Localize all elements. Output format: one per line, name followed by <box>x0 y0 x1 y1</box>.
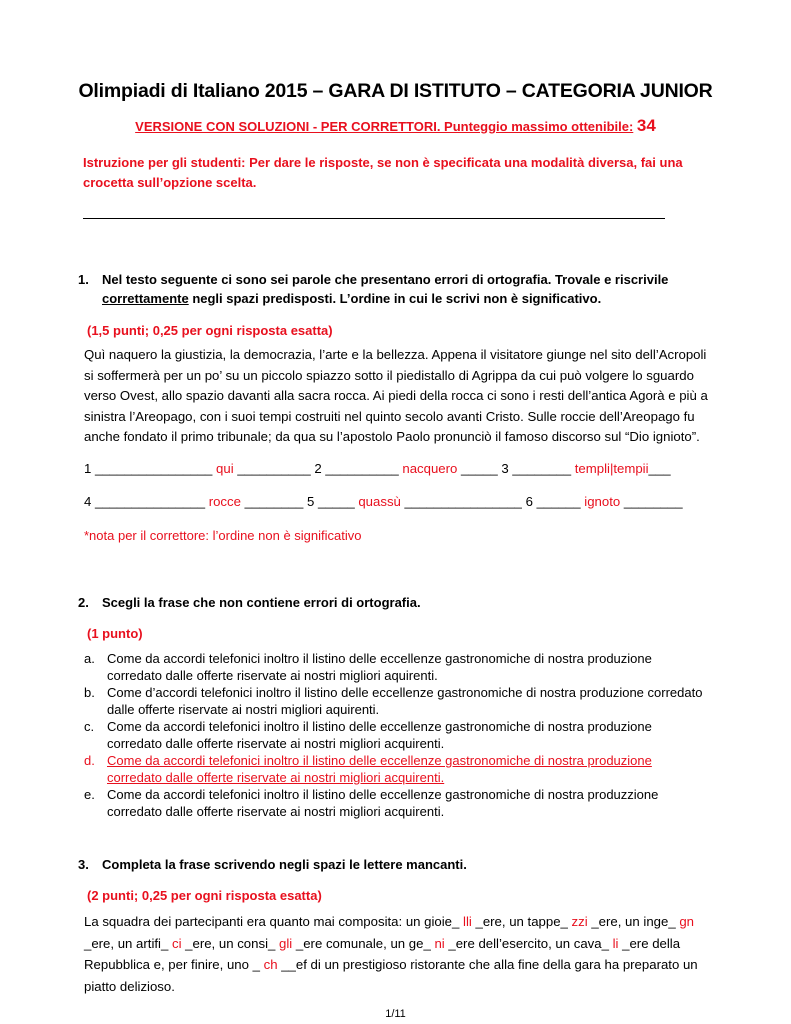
question-2-points: (1 punto) <box>87 626 143 641</box>
question-1-passage: Quì naquero la giustizia, la democrazia, l’arte e la bellezza. Appena il visitatore giunge nel sito dell’Acropoli si soffermerà per un po’ su un piccolo spiazzo sotto il piedistallo di Agrippa da cui può volgere lo sguardo verso Ovest, allo spazio davanti alla sacra rocca. Ai piedi della rocca ci sono i resti dell’antica Agorà e più a sinistra l’Areopago, con i suoi tempi costruiti nel quinto secolo avanti Cristo. Sulle roccie dell’Areopago fu anche fondato il primo tribunale; da qua su l’apostolo Paolo pronunciò il famoso discorso sul “Dio ignioto”. <box>84 347 708 444</box>
option-c: c. Come da accordi telefonici inoltro il listino delle eccellenze gastronomiche di nostra produzione corredato dalle offerte riservate ai nostri migliori acquirenti. <box>84 719 652 751</box>
option-b: b. Come d’accordi telefonici inoltro il listino delle eccellenze gastronomiche di nostra produzione corredato dalle offerte riservate ai nostri migliori aquirenti. <box>84 685 703 717</box>
divider <box>83 218 665 219</box>
corrector-note: *nota per il correttore: l’ordine non è significativo <box>84 528 362 543</box>
question-text: Scegli la frase che non contiene errori di ortografia. <box>102 595 421 610</box>
question-3 <box>78 855 718 875</box>
option-d-correct: d. Come da accordi telefonici inoltro il listino delle eccellenze gastronomiche di nostra produzione corredato dalle offerte riservate ai nostri migliori acquirenti. <box>84 753 652 785</box>
answer-5: quassù <box>358 494 401 509</box>
max-score: 34 <box>636 116 656 135</box>
question-text: Completa la frase scrivendo negli spazi le lettere mancanti. <box>102 857 467 872</box>
question-1 <box>78 270 718 310</box>
question-2-options <box>84 650 704 820</box>
page-title: Olimpiadi di Italiano 2015 – GARA DI ISTITUTO – CATEGORIA JUNIOR <box>78 80 713 102</box>
answer-row-2: 4 _______________ rocce ________ 5 _____ quassù ________________ 6 ______ ignoto ________ <box>84 494 683 509</box>
underlined-word: correttamente <box>102 291 189 306</box>
question-1-points: (1,5 punti; 0,25 per ogni risposta esatta) <box>87 323 333 338</box>
student-instructions: Istruzione per gli studenti: Per dare le risposte, se non è specificata una modalità diversa, fai una crocetta sull’opzione scelta. <box>83 155 683 190</box>
fill-1: lli <box>463 914 472 929</box>
subtitle <box>0 116 791 136</box>
question-3-points: (2 punti; 0,25 per ogni risposta esatta) <box>87 888 322 903</box>
fill-8: ch <box>263 957 278 972</box>
option-a: a. Come da accordi telefonici inoltro il listino delle eccellenze gastronomiche di nostra produzione corredato dalle offerte riservate ai nostri migliori aquirenti. <box>84 651 652 683</box>
option-e: e. Come da accordi telefonici inoltro il listino delle eccellenze gastronomiche di nostra produzzione corredato dalle offerte riservate ai nostri migliori acquirenti. <box>84 787 659 819</box>
page-number: 1/11 <box>385 1008 406 1020</box>
answer-row-1: 1 ________________ qui __________ 2 __________ nacquero _____ 3 ________ templi|tempii___ <box>84 461 671 476</box>
answer-1: qui <box>216 461 234 476</box>
question-3-sentence: La squadra dei partecipanti era quanto mai composita: un gioie_ lli _ere, un tappe_ zzi _ere, un inge_ gn _ere, un artifi_ ci _ere, un consi_ gli _ere comunale, un ge_ ni _ere dell’esercito, un cava_ li _ere della Repubblica e, per finire, uno _ ch __ef di un prestigioso ristorante che alla fine della gara ha preparato un piatto delizioso. <box>84 914 698 994</box>
fill-3: gn <box>679 914 694 929</box>
fill-7: li <box>612 935 619 951</box>
question-number: 1. <box>78 272 89 287</box>
answer-4: rocce <box>208 494 241 509</box>
question-number: 3. <box>78 857 89 872</box>
subtitle-text: VERSIONE CON SOLUZIONI - PER CORRETTORI. Punteggio massimo ottenibile: <box>135 119 634 134</box>
question-number: 2. <box>78 595 89 610</box>
answer-6: ignoto <box>584 494 621 509</box>
question-text: Nel testo seguente ci sono sei parole che presentano errori di ortografia. Trovale e riscrivile correttamente negli spazi predisposti. L’ordine in cui le scrivi non è significativo. <box>102 272 669 306</box>
fill-4: ci <box>171 935 182 951</box>
fill-5: gli <box>279 935 293 951</box>
answer-2: nacquero <box>402 461 458 476</box>
answer-3: templi|tempii <box>574 461 649 476</box>
fill-2: zzi <box>571 914 588 929</box>
fill-6: ni <box>434 935 445 951</box>
question-2 <box>78 593 718 613</box>
